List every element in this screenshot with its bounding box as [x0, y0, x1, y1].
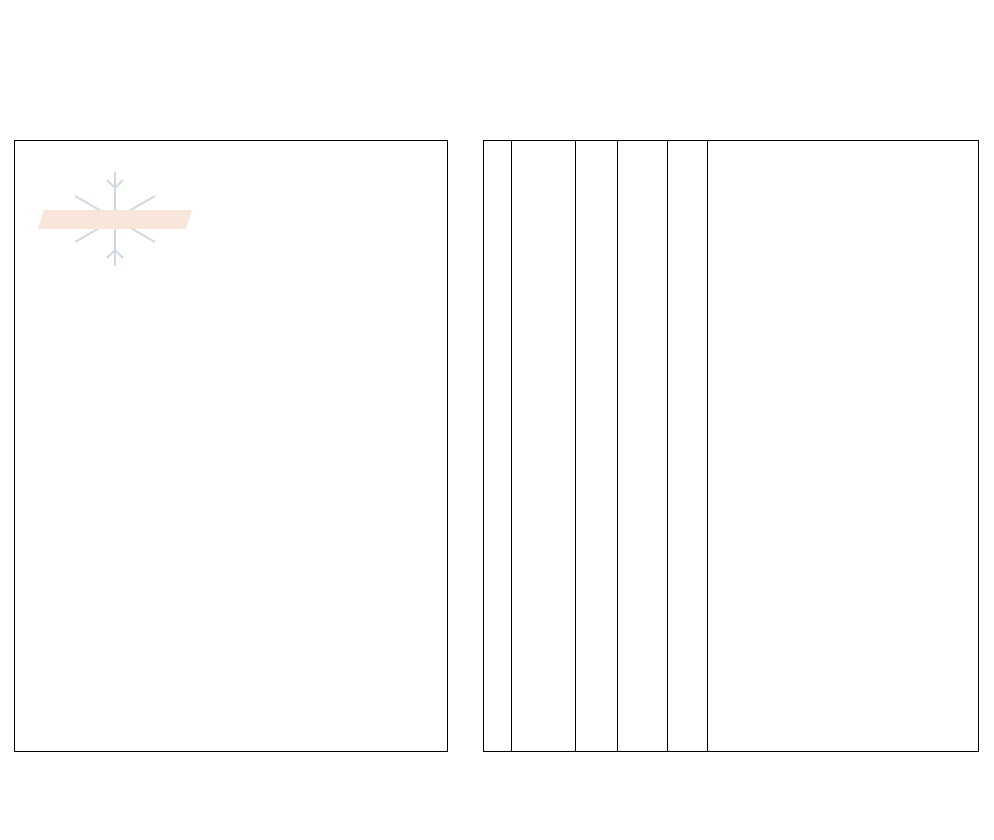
- crystal-table: [484, 141, 979, 752]
- snowpilot-logo: [38, 172, 192, 266]
- hardness-panel: [15, 141, 448, 752]
